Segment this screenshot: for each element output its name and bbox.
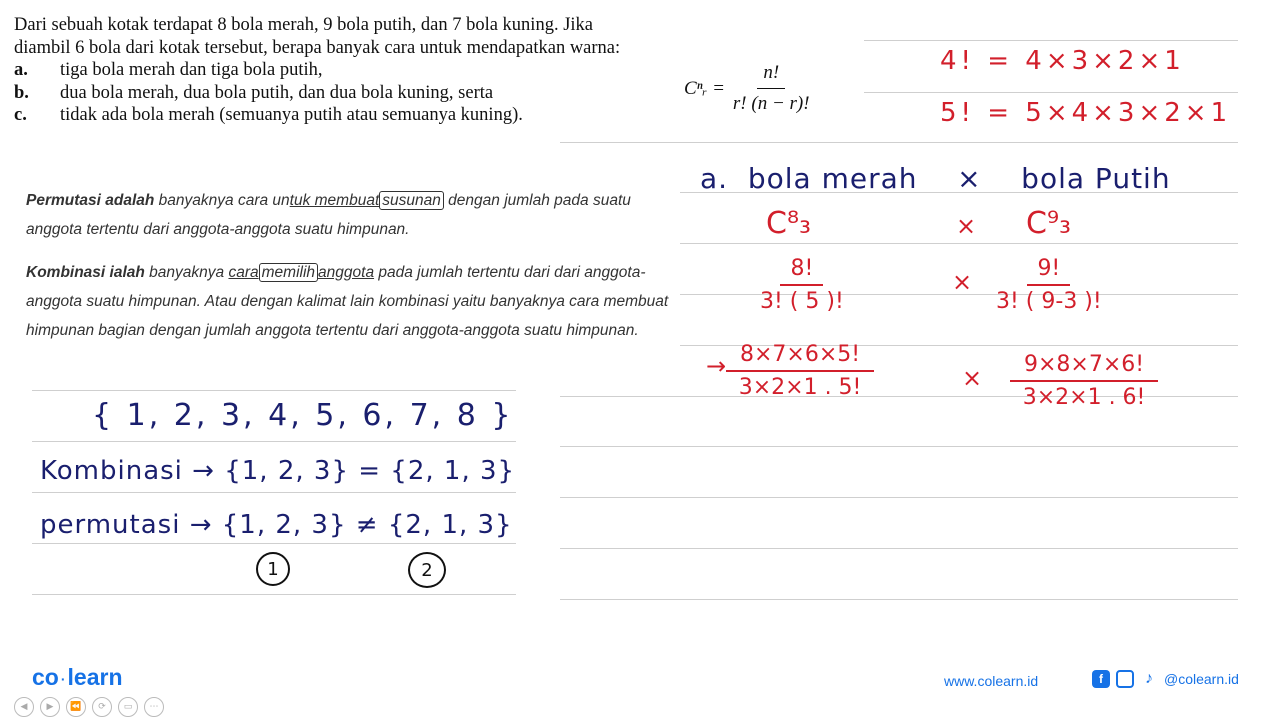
option-b: b. dua bola merah, dua bola putih, dan dua bola kuning, serta bbox=[14, 82, 494, 103]
player-controls bbox=[14, 697, 164, 717]
definitions bbox=[26, 186, 676, 359]
tiktok-icon[interactable]: ♪ bbox=[1145, 670, 1153, 687]
handwritten-expanded-left: 8×7×6×5! 3×2×1 . 5! bbox=[726, 342, 874, 400]
problem-statement bbox=[14, 14, 634, 127]
handwritten-times: × bbox=[956, 212, 977, 240]
social-handle[interactable]: @colearn.id bbox=[1164, 671, 1239, 687]
option-a: a. tiga bola merah dan tiga bola putih, bbox=[14, 60, 323, 80]
handwritten-permutasi: permutasi → {1, 2, 3} ≠ {2, 1, 3} bbox=[40, 510, 513, 540]
ruled-line bbox=[864, 40, 1238, 41]
ruled-line bbox=[32, 390, 516, 391]
handwritten-comb-left: C⁸₃ bbox=[766, 206, 811, 241]
circled-number-1: 1 bbox=[256, 552, 290, 586]
handwritten-4-factorial: 4! = 4×3×2×1 bbox=[940, 46, 1185, 76]
handwritten-part-a-title: a. bola merah × bola Putih bbox=[700, 162, 1171, 195]
kombinasi-definition: Kombinasi ialah banyaknya cara memilih anggota pada jumlah tertentu dari dari anggota-anggota suatu himpunan. Atau dengan kalimat lain kombinasi yaitu banyaknya cara membuat himpunan bagian dengan jumlah anggota tertentu dari anggota-anggota suatu himpunan. bbox=[26, 264, 669, 339]
instagram-icon[interactable] bbox=[1116, 670, 1134, 688]
ruled-line bbox=[864, 92, 1238, 93]
handwritten-arrow: → bbox=[706, 352, 727, 380]
handwritten-kombinasi: Kombinasi → {1, 2, 3} = {2, 1, 3} bbox=[40, 456, 516, 486]
previous-icon[interactable]: ◀ bbox=[14, 697, 34, 717]
rewind-icon[interactable]: ⏪ bbox=[66, 697, 86, 717]
ruled-line bbox=[560, 599, 1238, 600]
more-icon[interactable]: ⋯ bbox=[144, 697, 164, 717]
ruled-line bbox=[560, 548, 1238, 549]
handwritten-comb-right: C⁹₃ bbox=[1026, 206, 1071, 241]
social-links bbox=[1092, 670, 1239, 688]
permutasi-definition: Permutasi adalah banyaknya cara untuk membuat susunan dengan jumlah pada suatu anggota tertentu dari anggota-anggota suatu himpunan. bbox=[26, 192, 631, 238]
ruled-line bbox=[32, 441, 516, 442]
susunan-highlight: susunan bbox=[379, 191, 444, 210]
handwritten-expanded-right: 9×8×7×6! 3×2×1 . 6! bbox=[1010, 352, 1158, 410]
ruled-line bbox=[32, 492, 516, 493]
ruled-line bbox=[560, 497, 1238, 498]
screen-icon[interactable]: ▭ bbox=[118, 697, 138, 717]
next-icon[interactable]: ▶ bbox=[40, 697, 60, 717]
option-c: c. tidak ada bola merah (semuanya putih atau semuanya kuning). bbox=[14, 105, 523, 125]
combination-formula: Cⁿᵣ = $\frac{n!}{r! (n - r)!}$ bbox=[684, 62, 810, 114]
colearn-logo: co ·learn bbox=[32, 664, 123, 690]
handwritten-5-factorial: 5! = 5×4×3×2×1 bbox=[940, 98, 1232, 128]
handwritten-times: × bbox=[952, 268, 973, 296]
handwritten-times: × bbox=[962, 364, 983, 392]
handwritten-fraction-right: 9! 3! ( 9-3 )! bbox=[996, 256, 1102, 314]
problem-intro: Dari sebuah kotak terdapat 8 bola merah, 9 bola putih, dan 7 bola kuning. Jika diambil 6 bola dari kotak tersebut, berapa banyak cara untuk mendapatkan warna: bbox=[14, 15, 621, 58]
ruled-line bbox=[32, 594, 516, 595]
website-link[interactable]: www.colearn.id bbox=[944, 673, 1039, 689]
facebook-icon[interactable]: f bbox=[1092, 670, 1110, 688]
handwritten-set: { 1, 2, 3, 4, 5, 6, 7, 8 } bbox=[92, 398, 514, 433]
replay-icon[interactable]: ⟳ bbox=[92, 697, 112, 717]
ruled-line bbox=[32, 543, 516, 544]
handwritten-fraction-left: 8! 3! ( 5 )! bbox=[760, 256, 844, 314]
ruled-line bbox=[680, 243, 1238, 244]
ruled-line bbox=[560, 446, 1238, 447]
ruled-line bbox=[560, 142, 1238, 143]
circled-number-2: 2 bbox=[408, 552, 446, 588]
memilih-highlight: memilih bbox=[259, 263, 318, 282]
formula-fraction: $\frac{n!}{r! (n - r)!}$ bbox=[732, 62, 810, 114]
